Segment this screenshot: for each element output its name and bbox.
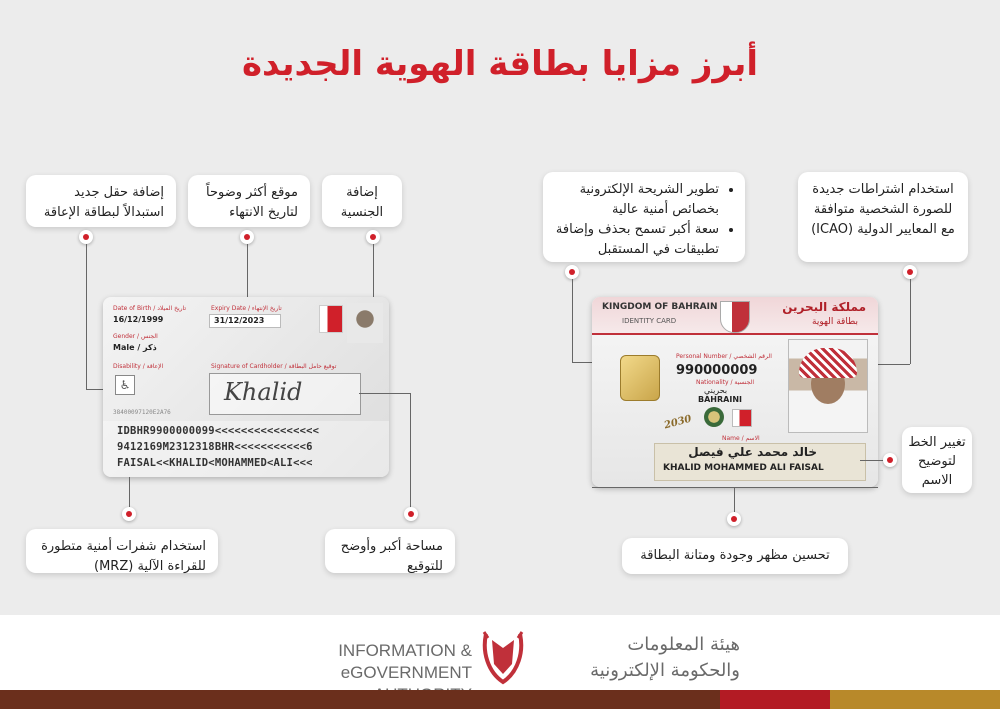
org-name-en: INFORMATION & eGOVERNMENT bbox=[338, 641, 472, 682]
flag-icon bbox=[319, 305, 343, 333]
page-title: أبرز مزايا بطاقة الهوية الجديدة bbox=[241, 44, 759, 84]
id-card-front bbox=[592, 297, 878, 487]
nationality-label: Nationality / الجنسية bbox=[696, 379, 754, 386]
name-label: Name / الاسم bbox=[722, 435, 760, 442]
connector-nationality bbox=[373, 244, 374, 304]
footer-bar-brown bbox=[0, 690, 720, 709]
marker-expiry bbox=[240, 230, 254, 244]
callout-expiry: موقع أكثر وضوحاً لتاريخ الانتهاء bbox=[188, 175, 310, 227]
nationality-en: BAHRAINI bbox=[698, 395, 742, 404]
connector-signature bbox=[359, 393, 411, 394]
expiry-box bbox=[209, 314, 281, 328]
signature-box bbox=[209, 373, 361, 415]
marker-signature bbox=[404, 507, 418, 521]
wheelchair-icon: ♿ bbox=[119, 378, 131, 392]
gender-value: Male / ذكر bbox=[113, 343, 157, 352]
callout-font: تغيير الخط لتوضيح الاسم bbox=[902, 427, 972, 493]
callout-signature: مساحة أكبر وأوضح للتوقيع bbox=[325, 529, 455, 573]
mrz-line-3: FAISAL<<KHALID<MOHAMMED<ALI<<< bbox=[117, 457, 313, 469]
nationality-ar: بحريني bbox=[704, 386, 728, 395]
marker-chip bbox=[565, 265, 579, 279]
signature-label: Signature of Cardholder / توقيع حامل البطاقة bbox=[211, 363, 337, 370]
expiry-label: Expiry Date / تاريخ الإنتهاء bbox=[211, 305, 282, 312]
connector-signature-v bbox=[410, 393, 411, 508]
callout-quality: تحسين مظهر وجودة ومتانة البطاقة bbox=[622, 538, 848, 574]
year-mark: 2030 bbox=[663, 413, 693, 432]
marker-mrz bbox=[122, 507, 136, 521]
connector-quality bbox=[592, 487, 878, 488]
connector-chip bbox=[572, 279, 573, 362]
callout-mrz: استخدام شفرات أمنية متطورة للقراءة الآلية (MRZ) bbox=[26, 529, 218, 573]
disability-box bbox=[115, 375, 135, 395]
front-flag-icon bbox=[732, 409, 752, 427]
serial-number: 38400097120E2A76 bbox=[113, 409, 171, 416]
emblem-icon bbox=[720, 301, 750, 333]
ghost-photo bbox=[347, 303, 383, 343]
signature-value: Khalid bbox=[224, 378, 303, 406]
footer-bar-gold bbox=[830, 690, 1000, 709]
iga-logo-icon bbox=[478, 628, 528, 686]
callout-chip bbox=[543, 172, 745, 262]
marker-nationality bbox=[366, 230, 380, 244]
personal-number-label: Personal Number / الرقم الشخصي bbox=[676, 353, 772, 360]
callout-nationality: إضافة الجنسية bbox=[322, 175, 402, 227]
mrz-line-1: IDBHR9900000099<<<<<<<<<<<<<<<< bbox=[117, 425, 320, 437]
marker-photo bbox=[903, 265, 917, 279]
gcc-emblem-icon bbox=[704, 407, 724, 427]
country-en: KINGDOM OF BAHRAIN bbox=[602, 302, 718, 312]
card-type-ar: بطاقة الهوية bbox=[812, 317, 858, 327]
mrz-line-2: 9412169M2312318BHR<<<<<<<<<<<6 bbox=[117, 441, 313, 453]
gender-label: Gender / الجنس bbox=[113, 333, 158, 340]
marker-quality bbox=[727, 512, 741, 526]
connector-expiry bbox=[247, 244, 248, 304]
connector-photo bbox=[910, 279, 911, 364]
callout-disability: إضافة حقل جديد استبدالاً لبطاقة الإعاقة bbox=[26, 175, 176, 227]
country-ar: مملكة البحرين bbox=[782, 300, 866, 314]
photo-ghutra bbox=[799, 348, 857, 378]
connector-disability bbox=[86, 244, 87, 389]
chip-icon bbox=[620, 355, 660, 401]
connector-mrz bbox=[129, 477, 130, 507]
marker-disability bbox=[79, 230, 93, 244]
marker-font bbox=[883, 453, 897, 467]
dob-label: Date of Birth / تاريخ الميلاد bbox=[113, 305, 187, 312]
footer-bar-red bbox=[720, 690, 830, 709]
personal-number: 990000009 bbox=[676, 363, 758, 378]
chip-point-1: • تطوير الشريحة الإلكترونية بخصائص أمنية عالية bbox=[555, 180, 719, 220]
callout-photo: استخدام اشتراطات جديدة للصورة الشخصية متوافقة مع المعايير الدولية (ICAO) bbox=[798, 172, 968, 262]
org-name-ar: هيئة المعلومات والحكومة الإلكترونية bbox=[590, 634, 740, 681]
name-en: KHALID MOHAMMED ALI FAISAL bbox=[663, 463, 824, 473]
id-card-back bbox=[103, 297, 389, 477]
name-ar: خالد محمد علي فيصل bbox=[688, 445, 817, 459]
expiry-value: 31/12/2023 bbox=[214, 316, 265, 325]
disability-label: Disability / الإعاقة bbox=[113, 363, 164, 370]
dob-value: 16/12/1999 bbox=[113, 315, 164, 324]
name-box bbox=[654, 443, 866, 481]
chip-point-2: • سعة أكبر تسمح بحذف وإضافة تطبيقات في المستقبل bbox=[555, 220, 719, 260]
connector-quality-v bbox=[734, 487, 735, 512]
card-type-en: IDENTITY CARD bbox=[622, 317, 677, 325]
holder-photo bbox=[788, 339, 868, 433]
